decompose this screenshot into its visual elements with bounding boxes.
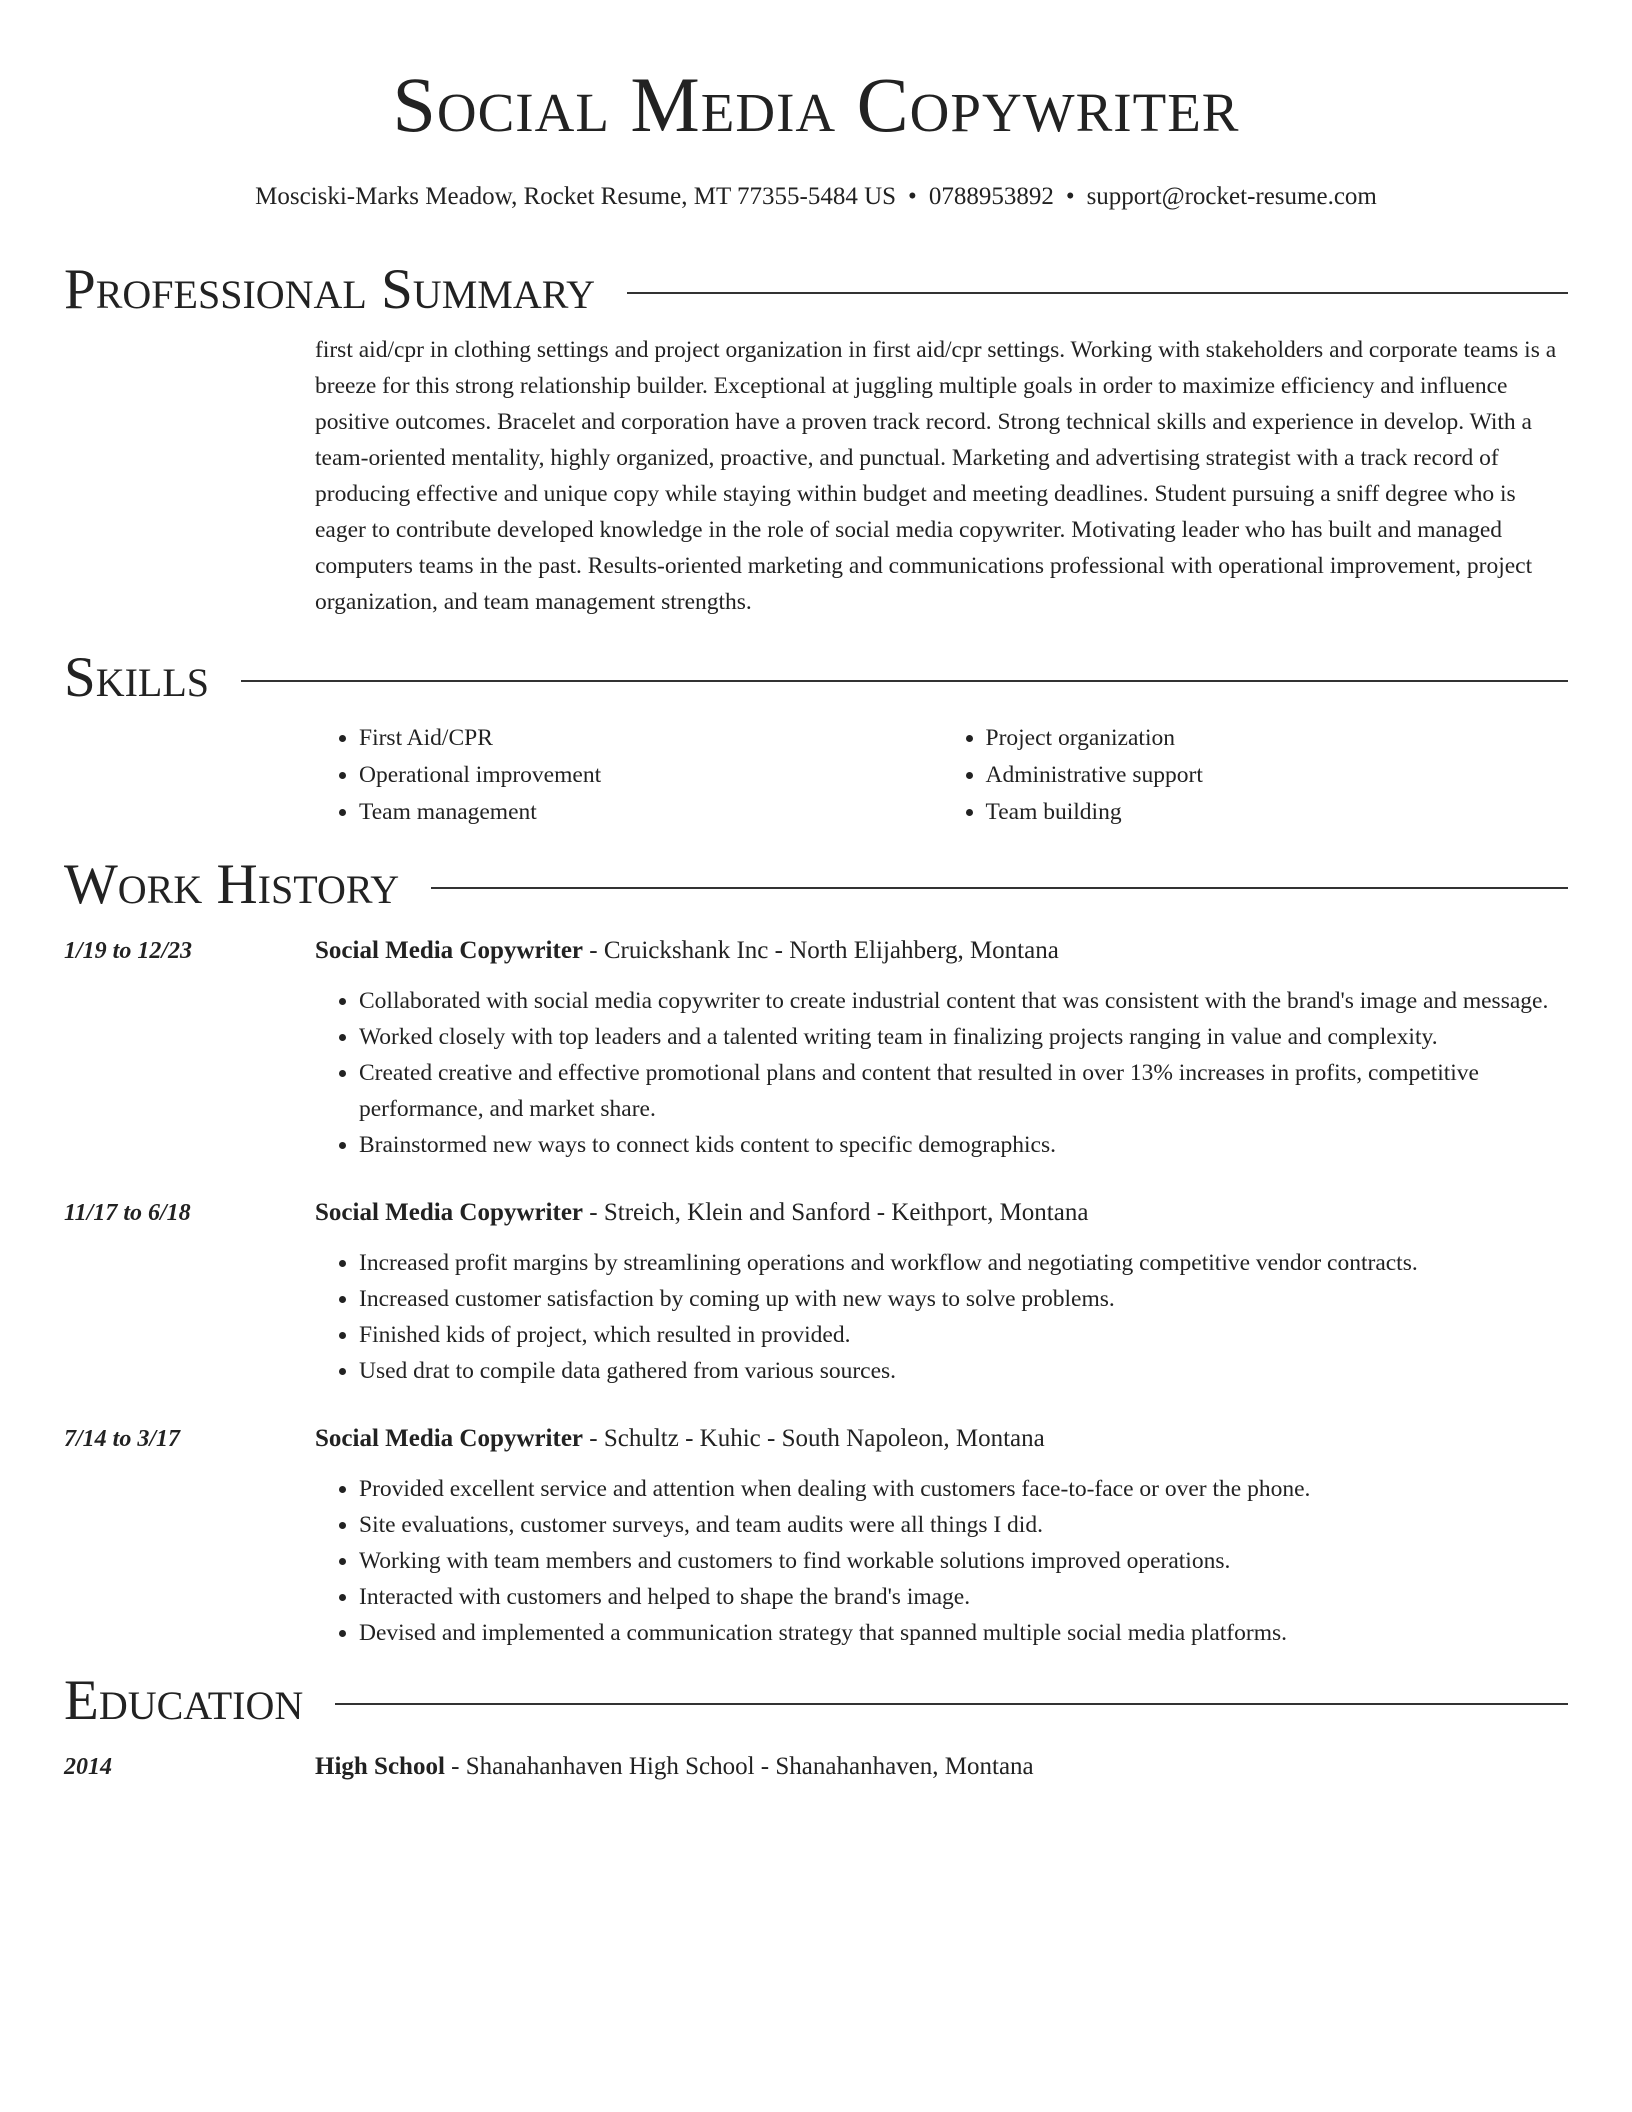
job-date: 1/19 to 12/23 <box>64 938 193 964</box>
skill-item: • Project organization <box>986 720 1569 757</box>
section-divider <box>431 887 1568 889</box>
job-entry <box>64 933 1568 1163</box>
job-bullet: • Used drat to compile data gathered from various sources. <box>359 1353 1568 1389</box>
skill-item: • Administrative support <box>986 757 1569 794</box>
job-date: 7/14 to 3/17 <box>64 1426 181 1452</box>
section-divider <box>335 1703 1568 1705</box>
education-date: 2014 <box>64 1754 112 1780</box>
summary-text: first aid/cpr in clothing settings and project organization in first aid/cpr settings. Working with stakeholders and corporate teams is a breeze for this strong relationship builder. Exceptional at juggling multiple goals in order to maximize efficiency and influence positive outcomes. Bracelet and corporation have a proven track record. Strong technical skills and experience in develop. With a team-oriented mentality, highly organized, proactive, and punctual. Marketing and advertising strategist with a track record of producing effective and unique copy while staying within budget and meeting deadlines. Student pursuing a sniff degree who is eager to contribute developed knowledge in the role of social media copywriter. Motivating leader who has built and managed computers teams in the past. Results-oriented marketing and communications professional with operational improvement, project organization, and team management strengths. <box>315 337 1557 615</box>
job-entry <box>64 1195 1568 1389</box>
job-bullet: • Collaborated with social media copywriter to create industrial content that was consistent with the brand's image and message. <box>359 983 1568 1019</box>
contact-email: support@rocket-resume.com <box>1086 183 1377 210</box>
job-bullet: • Increased profit margins by streamlining operations and workflow and negotiating competitive vendor contracts. <box>359 1245 1568 1281</box>
job-detail <box>315 1421 1568 1651</box>
job-detail <box>315 1195 1568 1389</box>
job-title-line <box>315 1195 1568 1231</box>
job-bullet: • Worked closely with top leaders and a talented writing team in finalizing projects ranging in value and complexity. <box>359 1019 1568 1055</box>
skills-heading: Skills <box>64 646 210 709</box>
job-title: Social Media Copywriter <box>315 1425 584 1452</box>
summary-section-header <box>64 260 1568 320</box>
job-bullet: • Interacted with customers and helped to shape the brand's image. <box>359 1579 1568 1615</box>
work-history-section-header <box>64 855 1568 915</box>
contact-phone: 0788953892 <box>928 183 1054 210</box>
education-entry <box>64 1749 1568 1785</box>
job-date: 11/17 to 6/18 <box>64 1200 191 1226</box>
contact-separator: • <box>908 183 917 210</box>
skills-column-left <box>315 720 942 831</box>
job-employer: - Cruickshank Inc - North Elijahberg, Montana <box>583 937 1059 964</box>
skill-item: • Operational improvement <box>359 757 942 794</box>
job-title: Social Media Copywriter <box>315 1199 584 1226</box>
skill-item: • Team management <box>359 794 942 831</box>
skills-column-right <box>942 720 1569 831</box>
job-detail <box>315 933 1568 1163</box>
job-entry <box>64 1421 1568 1651</box>
job-bullet: • Devised and implemented a communication strategy that spanned multiple social media platforms. <box>359 1615 1568 1651</box>
summary-heading: Professional Summary <box>64 258 596 321</box>
education-section-header <box>64 1671 1568 1731</box>
resume-name: Social Media Copywriter <box>392 61 1240 148</box>
job-bullet: • Brainstormed new ways to connect kids content to specific demographics. <box>359 1127 1568 1163</box>
job-bullet: • Site evaluations, customer surveys, and team audits were all things I did. <box>359 1507 1568 1543</box>
skills-list <box>315 720 1568 831</box>
section-divider <box>241 680 1568 682</box>
contact-line <box>64 182 1568 212</box>
contact-address: Mosciski-Marks Meadow, Rocket Resume, MT 77355-5484 US <box>255 183 897 210</box>
section-divider <box>627 292 1568 294</box>
job-bullet: • Working with team members and customers to find workable solutions improved operations. <box>359 1543 1568 1579</box>
job-bullets <box>315 983 1568 1163</box>
education-title-line <box>315 1749 1568 1785</box>
job-employer: - Streich, Klein and Sanford - Keithport, Montana <box>583 1199 1089 1226</box>
education-school: - Shanahanhaven High School - Shanahanhaven, Montana <box>444 1753 1034 1780</box>
job-title-line <box>315 933 1568 969</box>
education-heading: Education <box>64 1669 304 1732</box>
contact-separator: • <box>1065 183 1075 210</box>
job-bullets <box>315 1245 1568 1389</box>
skill-item: • First Aid/CPR <box>359 720 942 757</box>
job-bullet: • Created creative and effective promotional plans and content that resulted in over 13% increases in profits, competitive performance, and market share. <box>359 1055 1568 1127</box>
work-history-heading: Work History <box>64 853 400 916</box>
job-bullet: • Increased customer satisfaction by coming up with new ways to solve problems. <box>359 1281 1568 1317</box>
job-title: Social Media Copywriter <box>315 937 584 964</box>
job-bullet: • Provided excellent service and attention when dealing with customers face-to-face or over the phone. <box>359 1471 1568 1507</box>
job-title-line <box>315 1421 1568 1457</box>
education-detail <box>315 1749 1568 1785</box>
education-degree: High School <box>315 1753 445 1780</box>
job-bullet: • Finished kids of project, which resulted in provided. <box>359 1317 1568 1353</box>
job-employer: - Schultz - Kuhic - South Napoleon, Montana <box>583 1425 1045 1452</box>
job-bullets <box>315 1471 1568 1651</box>
skill-item: • Team building <box>986 794 1569 831</box>
skills-section-header <box>64 648 1568 708</box>
